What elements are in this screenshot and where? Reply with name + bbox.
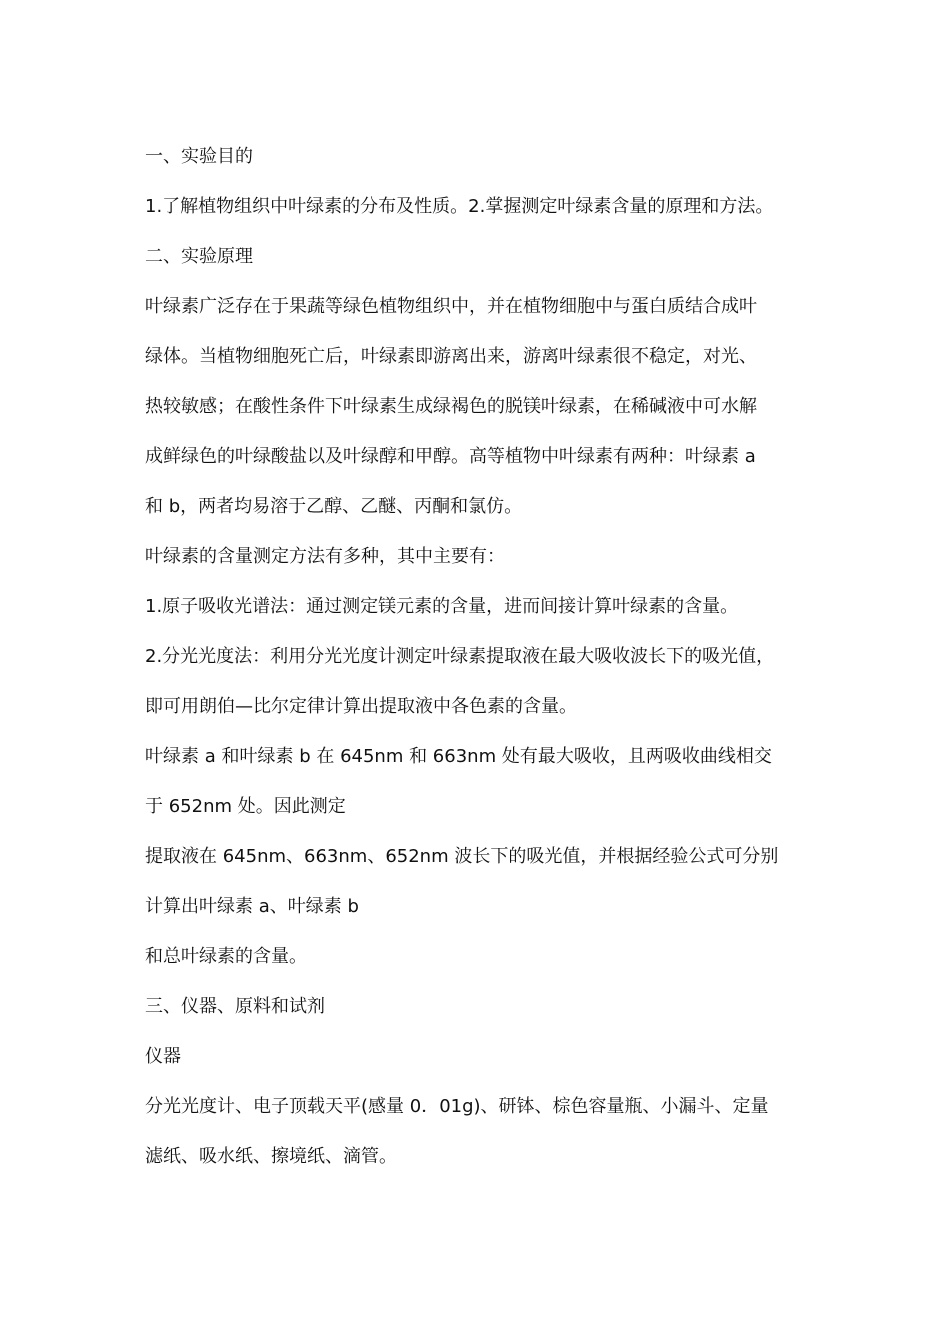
paragraph-line: 2.分光光度法：利用分光光度计测定叶绿素提取液在最大吸收波长下的吸光值， bbox=[145, 646, 775, 667]
section-heading-materials: 三、仪器、原料和试剂 bbox=[145, 996, 325, 1017]
paragraph-line: 于 652nm 处。因此测定 bbox=[145, 796, 346, 817]
paragraph-line: 提取液在 645nm、663nm、652nm 波长下的吸光值，并根据经验公式可分别 bbox=[145, 846, 779, 867]
paragraph-line: 分光光度计、电子顶载天平(感量 0．01g)、研钵、棕色容量瓶、小漏斗、定量 bbox=[145, 1096, 769, 1117]
paragraph-line: 绿体。当植物细胞死亡后，叶绿素即游离出来，游离叶绿素很不稳定，对光、 bbox=[145, 346, 757, 367]
paragraph-line: 叶绿素广泛存在于果蔬等绿色植物组织中，并在植物细胞中与蛋白质结合成叶 bbox=[145, 296, 757, 317]
paragraph-line: 1.了解植物组织中叶绿素的分布及性质。2.掌握测定叶绿素含量的原理和方法。 bbox=[145, 196, 774, 217]
document-body bbox=[145, 132, 815, 1182]
paragraph-line: 即可用朗伯—比尔定律计算出提取液中各色素的含量。 bbox=[145, 696, 577, 717]
paragraph-line: 计算出叶绿素 a、叶绿素 b bbox=[145, 896, 359, 917]
paragraph-line: 滤纸、吸水纸、擦境纸、滴管。 bbox=[145, 1146, 397, 1167]
section-heading-principle: 二、实验原理 bbox=[145, 246, 253, 267]
paragraph-line: 和 b，两者均易溶于乙醇、乙醚、丙酮和氯仿。 bbox=[145, 496, 523, 517]
paragraph-line: 热较敏感；在酸性条件下叶绿素生成绿褐色的脱镁叶绿素，在稀碱液中可水解 bbox=[145, 396, 757, 417]
paragraph-line: 1.原子吸收光谱法：通过测定镁元素的含量，进而间接计算叶绿素的含量。 bbox=[145, 596, 739, 617]
section-heading-purpose: 一、实验目的 bbox=[145, 146, 253, 167]
paragraph-line: 和总叶绿素的含量。 bbox=[145, 946, 307, 967]
subheading-instruments: 仪器 bbox=[145, 1046, 181, 1067]
paragraph-line: 成鲜绿色的叶绿酸盐以及叶绿醇和甲醇。高等植物中叶绿素有两种：叶绿素 a bbox=[145, 446, 756, 467]
paragraph-line: 叶绿素的含量测定方法有多种，其中主要有： bbox=[145, 546, 505, 567]
paragraph-line: 叶绿素 a 和叶绿素 b 在 645nm 和 663nm 处有最大吸收，且两吸收曲线相交 bbox=[145, 746, 772, 767]
